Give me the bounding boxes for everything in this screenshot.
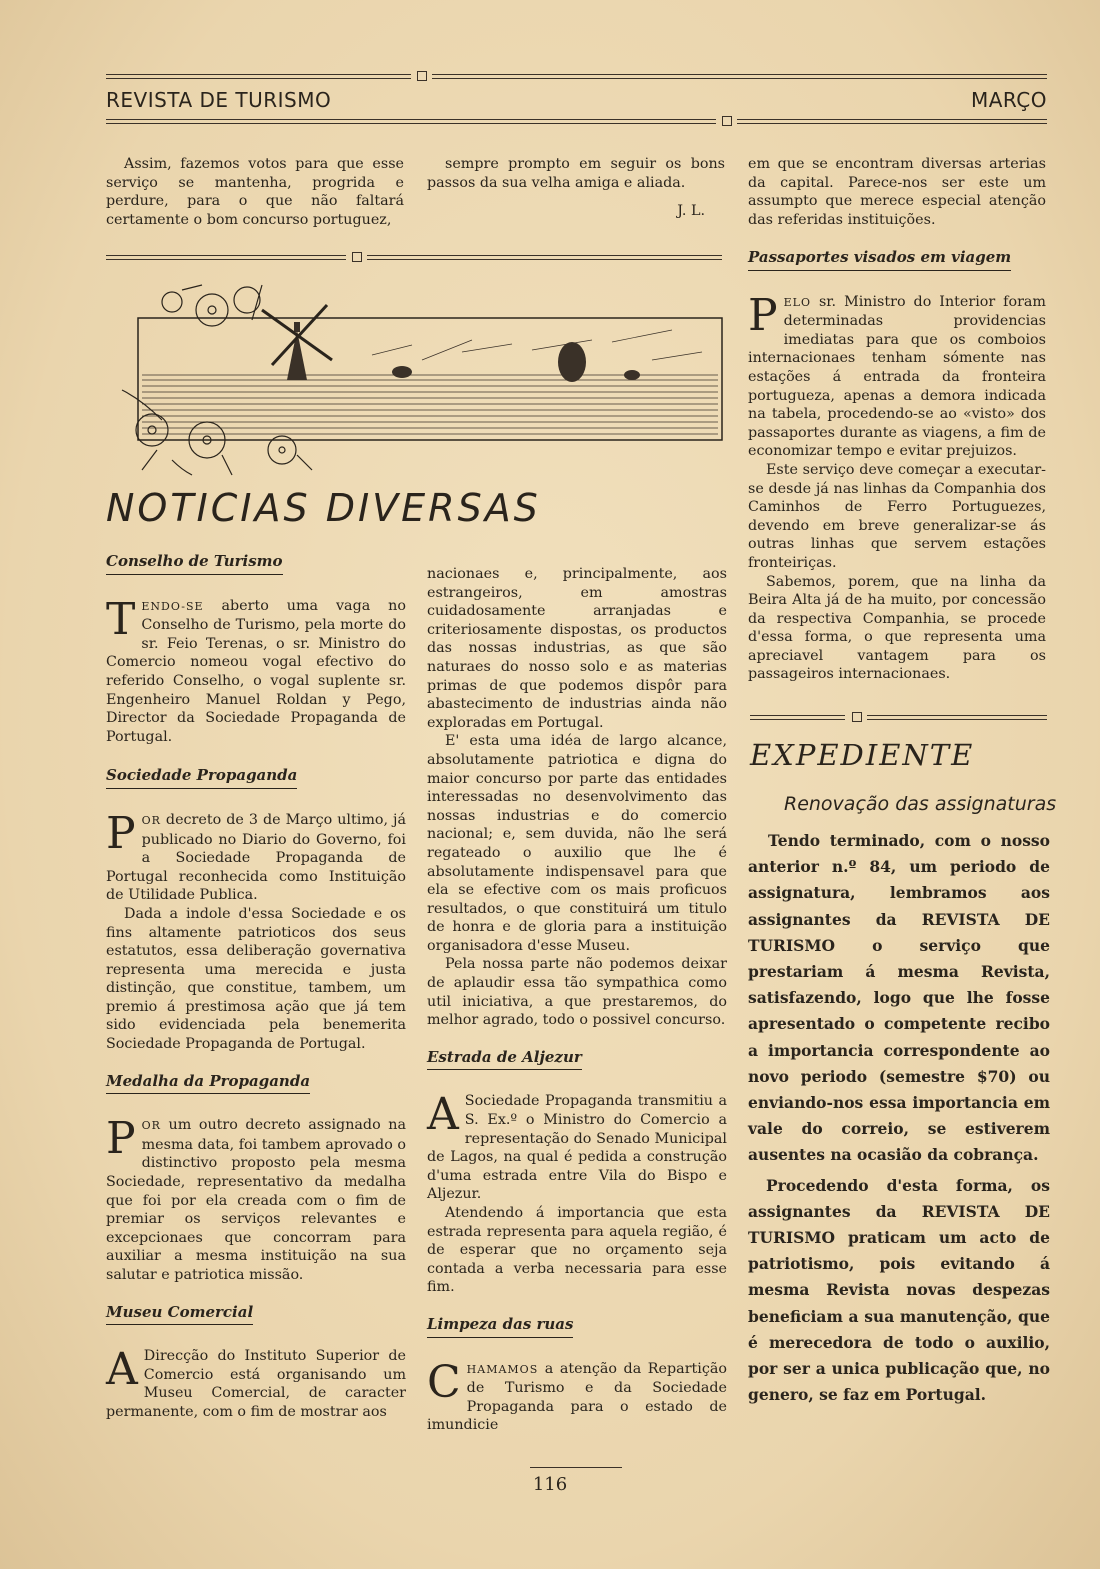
expediente-body <box>748 828 1050 1408</box>
page-number-rule <box>530 1467 622 1468</box>
drop-cap: T <box>106 593 136 645</box>
drop-cap: A <box>106 1344 138 1396</box>
author-signature: J. L. <box>677 203 705 220</box>
paragraph-sociedade <box>106 807 406 905</box>
expediente-subtitle: Renovação das assignaturas <box>784 793 1057 815</box>
continuation-text: sempre prompto em seguir os bons passos da sua velha amiga e aliada. <box>427 156 725 191</box>
heading-estrada-aljezur: Estrada de Aljezur <box>427 1048 582 1071</box>
header-bottom-rule-right <box>737 119 1047 124</box>
divider-ornament <box>852 712 862 722</box>
header-bottom-rule-left <box>106 119 716 124</box>
paragraph-text: a atenção da Repartição de Turismo e da Sociedade Propaganda para o estado de imundicie <box>427 1360 727 1434</box>
divider-ornament <box>352 252 362 262</box>
heading-limpeza-ruas: Limpeza das ruas <box>427 1315 573 1338</box>
paragraph-passaportes <box>748 289 1046 461</box>
top-col-2 <box>427 155 725 221</box>
magazine-title: REVISTA DE TURISMO <box>106 88 332 112</box>
paragraph-estrada <box>427 1089 727 1204</box>
paragraph-text: E' esta uma idéa de largo alcance, absolutamente patriotica e digna do maior concurso por parte das entidades interessadas no desenvolvimento das nossas industrias e do comercio nacional; e, sem duvida, não lhe será regateado o auxilio que lhe é absolutamente indispensavel para que ela se efective com os mais proficuos resultados, o que constituirá um titulo de honra e de gloria para a instituição organisadora d'esse Museu. <box>427 733 727 954</box>
expediente-divider-right <box>867 715 1047 720</box>
paragraph-conselho <box>106 593 406 747</box>
paragraph-text: nacionaes e, principalmente, aos estrangeiros, em amostras cuidadosamente arranjadas e criteriosamente dispostas, os productos das nossas industrias, as que são naturaes do nosso solo e as materias primas de que podemos dispôr para abastecimento de industrias ainda não exploradas em Portugal. <box>427 566 727 731</box>
paragraph-text: Pela nossa parte não podemos deixar de aplaudir essa tão sympathica como util iniciativa, a que prestaremos, do melhor agrado, todo o possivel concurso. <box>427 956 727 1029</box>
drop-cap: P <box>106 1113 136 1165</box>
continuation-text: em que se encontram diversas arterias da capital. Parece-nos ser este um assumpto que merece especial atenção das referidas instituições. <box>748 156 1046 228</box>
top-col-1 <box>106 155 404 229</box>
expediente-paragraph-2: Procedendo d'esta forma, os assignantes da REVISTA DE TURISMO praticam um acto de patriotismo, pois evitando á mesma Revista novas despezas beneficiam a sua manutenção, que é merecedora de todo o auxilio, por ser a unica publicação que, no genero, se faz em Portugal. <box>748 1175 1050 1405</box>
paragraph-text: Sociedade Propaganda transmitiu a S. Ex.º o Ministro do Comercio a representação do Senado Municipal de Lagos, na qual é pedida a construção d'uma estrada entre Vila do Bispo e Aljezur. <box>427 1093 727 1203</box>
drop-cap: A <box>427 1089 459 1141</box>
expediente-title: EXPEDIENTE <box>750 738 975 772</box>
section-divider-left <box>106 255 346 260</box>
paragraph-text: Sabemos, porem, que na linha da Beira Alta já de ha muito, por concessão da respectiva Companhia, se procede d'essa forma, o que representa uma apreciavel vantagem para os passageiros internacionaes. <box>748 573 1046 683</box>
heading-conselho-turismo: Conselho de Turismo <box>106 552 283 575</box>
drop-cap: P <box>106 807 136 859</box>
lead-word: ELO <box>783 295 811 309</box>
paragraph-text: sr. Ministro do Interior foram determinadas providencias imediatas para que os comboios internacionaes tenham sómente nas estações á entrada da fronteira portugueza, apenas a demora indicada na tabela, procedendo-se ao «visto» dos passaportes durante as viagens, a fim de economizar tempo e evitar prejuizos. <box>748 293 1046 460</box>
paragraph-text: Atendendo á importancia que esta estrada representa para aquela região, é de esperar que no orçamento seja contada a verba necessaria para esse fim. <box>427 1205 727 1296</box>
paragraph-medalha <box>106 1113 406 1284</box>
news-column-2 <box>427 565 727 1435</box>
section-main-title: NOTICIAS DIVERSAS <box>106 486 541 530</box>
heading-museu-comercial: Museu Comercial <box>106 1303 253 1326</box>
paragraph-text: Este serviço deve começar a executar-se desde já nas linhas da Companhia dos Caminhos de Ferro Portuguezes, devendo em breve generalizar-se ás outras linhas que servem estações fronteiriças. <box>748 461 1046 571</box>
lead-word: OR <box>141 1119 161 1133</box>
expediente-divider-left <box>750 715 845 720</box>
header-month: MARÇO <box>970 88 1047 112</box>
paragraph-text: um outro decreto assignado na mesma data, foi tambem aprovado o distinctivo proposto pela mesma Sociedade, representativo da medalha que foi por ela creada com o fim de premiar os serviços relevantes e excepcionaes que concorram para auxiliar a mesma instituição na sua salutar e patriotica missão. <box>106 1117 406 1283</box>
windmill-landscape-illustration <box>112 280 726 480</box>
header-ornament-2 <box>722 116 732 126</box>
continuation-text: Assim, fazemos votos para que esse serviço se mantenha, progrida e perdure, para o que não faltará certamente o bom concurso portuguez, <box>106 156 404 228</box>
heading-medalha-propaganda: Medalha da Propaganda <box>106 1072 310 1095</box>
paragraph-text: Direcção do Instituto Superior de Comercio está organisando um Museu Comercial, de caracter permanente, com o fim de mostrar aos <box>106 1348 406 1420</box>
section-divider-right <box>367 255 722 260</box>
expediente-paragraph-1: Tendo terminado, com o nosso anterior n.º 84, um periodo de assignatura, lembramos aos assignantes da REVISTA DE TURISMO o serviço que prestariam á mesma Revista, satisfazendo, logo que lhe fosse apresentado o competente recibo a importancia correspondente ao novo periodo (semestre $70) ou enviando-nos essa importancia em vale do correio, se estiverem ausentes na ocasião da cobrança. <box>748 831 1050 1165</box>
paragraph-museu <box>106 1344 406 1421</box>
drop-cap: P <box>748 289 778 341</box>
paragraph-text: decreto de 3 de Março ultimo, já publicado no Diario do Governo, foi a Sociedade Propaganda de Portugal reconhecida como Instituição de Utilidade Publica. <box>106 811 406 904</box>
lead-word: OR <box>141 813 161 827</box>
news-column-3 <box>748 248 1046 684</box>
paragraph-text: Dada a indole d'essa Sociedade e os fins altamente patrioticos dos seus estatutos, essa deliberação governativa representa uma merecida e justa distinção, que constitue, tambem, um premio á prestimosa ação que já tem sido evidenciada pela benemerita Sociedade Propaganda de Portugal. <box>106 905 406 1053</box>
heading-passaportes: Passaportes visados em viagem <box>748 248 1011 271</box>
header-ornament <box>417 71 427 81</box>
heading-sociedade-propaganda: Sociedade Propaganda <box>106 766 297 789</box>
paragraph-text: aberto uma vaga no Conselho de Turismo, pela morte do sr. Feio Terenas, o sr. Ministro do Comercio nomeou vogal efectivo do referido Conselho, o vogal suplente sr. Engenheiro Manuel Roldan y Pego, Director da Sociedade Propaganda de Portugal. <box>106 597 406 745</box>
news-column-1 <box>106 552 406 1422</box>
paragraph-limpeza <box>427 1356 727 1435</box>
lead-word: HAMAMOS <box>466 1362 539 1376</box>
header-top-rule-right <box>432 74 1047 79</box>
drop-cap: C <box>427 1356 461 1408</box>
lead-word: ENDO-SE <box>141 599 204 613</box>
top-col-3 <box>748 155 1046 229</box>
page-number: 116 <box>532 1474 568 1495</box>
header-top-rule-left <box>106 74 411 79</box>
